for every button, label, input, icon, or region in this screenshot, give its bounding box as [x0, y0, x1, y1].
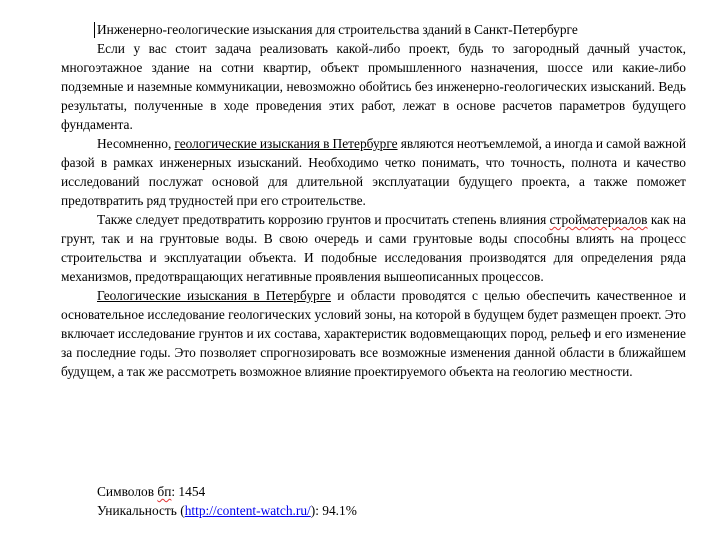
paragraph-2: [61, 134, 686, 210]
text-cursor: [94, 22, 95, 38]
paragraph-3: [61, 210, 686, 286]
uniqueness-value: ): 94.1%: [310, 503, 357, 518]
paragraph-4: [61, 286, 686, 381]
paragraph-2-end: являются неотъемлемой, а иногда и самой важной фазой в рамках инженерных изысканий. Необходимо четко понимать, что точность, полнота и качество исследований послужат основой для длительной эксплуатации будущего проекта, а также поможет предотвратить ряд трудностей при его строительстве.: [61, 136, 686, 208]
uniqueness-line: [97, 501, 357, 520]
paragraph-2-start: Несомненно,: [97, 136, 175, 151]
document-body: [61, 20, 686, 381]
uniqueness-label: Уникальность (: [97, 503, 185, 518]
title-text: Инженерно-геологические изыскания для строительства зданий в Санкт-Петербурге: [97, 22, 578, 37]
char-count-label: Символов: [97, 484, 158, 499]
spellcheck-flagged-word[interactable]: стройматериалов: [549, 212, 648, 227]
paragraph-4-link[interactable]: Геологические изыскания в Петербурге: [97, 288, 331, 303]
paragraph-3-start: Также следует предотвратить коррозию грунтов и просчитать степень влияния: [97, 212, 550, 227]
paragraph-2-link[interactable]: геологические изыскания в Петербурге: [174, 136, 398, 151]
paragraph-3-end: как на грунт, так и на грунтовые воды. В свою очередь и сами грунтовые воды способны влиять на процесс строительства и эксплуатации объекта. И подобные исследования производятся для определения ряда механизмов, предотвращающих негативные проявления вышеописанных процессов.: [61, 212, 686, 284]
paragraph-4-end: и области проводятся с целью обеспечить качественное и основательное исследование геологических условий зоны, на которой в будущем будет размещен проект. Это включает исследование грунтов и их состава, характеристик водовмещающих пород, рельеф и его изменение за последние годы. Это позволяет спрогнозировать все возможные изменения данной области в ближайшем будущем, а так же рассмотреть возможное влияние проектируемого объекта на геологию местности.: [61, 288, 686, 379]
char-count-value: : 1454: [171, 484, 206, 499]
document-title: [61, 20, 686, 39]
char-count-flagged-word[interactable]: бп: [157, 484, 172, 499]
document-footer-stats: [97, 482, 357, 520]
paragraph-1: Если у вас стоит задача реализовать какой-либо проект, будь то загородный дачный участок, многоэтажное здание на сотни квартир, объект промышленного назначения, шоссе или какие-либо подземные и наземные коммуникации, невозможно обойтись без инженерно-геологических изысканий. Ведь результаты, полученные в ходе проведения этих работ, лежат в основе расчетов параметров будущего фундамента.: [61, 41, 686, 132]
char-count-line: [97, 482, 357, 501]
uniqueness-link[interactable]: http://content-watch.ru/: [184, 503, 311, 518]
